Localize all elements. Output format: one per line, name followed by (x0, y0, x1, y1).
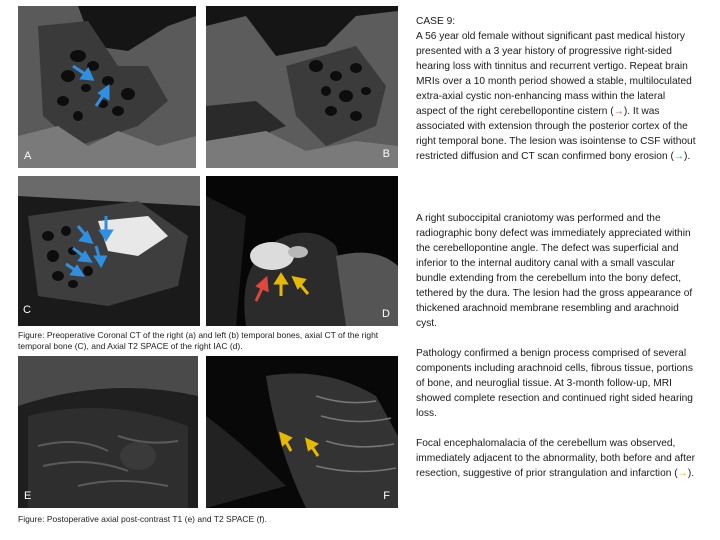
panel-label-e: E (24, 490, 32, 502)
image-panel-c (18, 176, 200, 326)
case-paragraph-2: A right suboccipital craniotomy was performed and the radiographic bony defect was immediately appreciated within the cerebellopontine angle. The defect was superficial and inferior to the internal auditory canal with a small vascular bundle extending from the cerebellum into the bony defect, tethered by the dura. The lesion had the gross appearance of thickened arachnoid membrane resembling and arachnoid cyst. (416, 213, 693, 329)
panel-label-f: F (383, 490, 390, 502)
image-panel-e (18, 356, 198, 508)
image-panel-b (206, 6, 398, 168)
case-p4-before: Focal encephalomalacia of the cerebellum was observed, immediately adjacent to the abnormality, both before and after resection, suggestive of prior strangulation and infarction ( (416, 438, 695, 479)
case-p1-after: ). (684, 151, 691, 162)
preop-figure-caption: Figure: Preoperative Coronal CT of the right (a) and left (b) temporal bones, axial CT of the right temporal bone (C), and Axial T2 SPACE of the right IAC (d). (18, 330, 379, 351)
image-panel-f (206, 356, 398, 508)
blue-arrow-icon: → (673, 151, 685, 162)
image-panel-a (18, 6, 196, 168)
panel-label-a: A (24, 150, 32, 162)
case-p1-before: A 56 year old female without significant past medical history presented with a 3 year history of progressive right-sided hearing loss with tinnitus and recurrent vertigo. Repeat brain MRIs over a 10 month period showed a stable, multiloculated extra-axial cystic non-enhancing mass within the lateral aspect of the right cerebellopontine cistern ( (416, 31, 692, 117)
panel-label-c: C (23, 304, 31, 316)
postop-figure-caption: Figure: Postoperative axial post-contrast T1 (e) and T2 SPACE (f). (18, 514, 267, 524)
case-p1-mid: ). It was associated with extension through the posterior cortex of the right temporal bone. The lesion was isointense to CSF without restricted diffusion and CT scan confirmed bony erosion ( (416, 106, 696, 162)
red-arrow-icon: → (613, 106, 624, 117)
case-title: CASE 9: (416, 16, 456, 27)
yellow-arrow-icon: → (677, 468, 688, 479)
case-paragraph-4 (416, 436, 696, 481)
case-paragraph-3: Pathology confirmed a benign process comprised of several components including arachnoid cells, fibrous tissue, portions of bone, and neuroglial tissue. At 3-month follow-up, MRI showed complete resection and continued right sided hearing loss. (416, 348, 693, 419)
case-text-column (416, 14, 696, 164)
panel-label-d: D (382, 308, 390, 320)
panel-label-b: B (382, 148, 390, 160)
case-p4-after: ). (687, 468, 695, 479)
image-panel-d (206, 176, 398, 326)
case-paragraph-1 (416, 14, 696, 164)
